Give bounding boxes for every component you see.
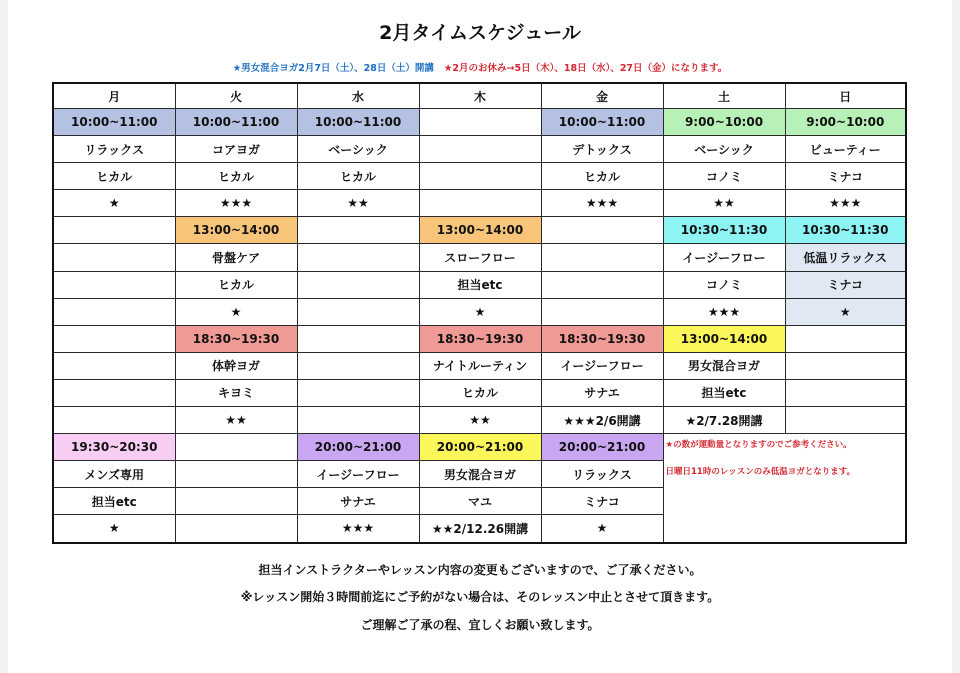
empty-cell [785, 407, 906, 434]
table-row [53, 136, 906, 163]
instructor-cell: 担当etc [419, 271, 541, 298]
time-cell: 10:30~11:30 [663, 217, 785, 244]
empty-cell [419, 163, 541, 190]
table-row [53, 325, 906, 352]
note-intensity: ★の数が運動量となりますのでご参考ください。 [665, 440, 852, 451]
empty-cell [297, 271, 419, 298]
lesson-cell: 体幹ヨガ [175, 352, 297, 379]
lesson-cell: ベーシック [663, 136, 785, 163]
instructor-cell: ヒカル [53, 163, 175, 190]
table-row [53, 271, 906, 298]
time-cell: 13:00~14:00 [175, 217, 297, 244]
footer-change-notice: 担当インストラクターやレッスン内容の変更もございますので、ご了承ください。 [258, 563, 702, 577]
instructor-cell: ミナコ [785, 163, 906, 190]
empty-cell [297, 407, 419, 434]
time-cell: 10:00~11:00 [297, 109, 419, 136]
intensity-cell: ★★★ [175, 190, 297, 217]
day-header: 月 [53, 83, 175, 109]
day-header: 土 [663, 83, 785, 109]
empty-cell [785, 379, 906, 406]
empty-cell [53, 298, 175, 325]
intensity-cell: ★★2/12.26開講 [419, 515, 541, 543]
footer-cancel-policy: ※レッスン開始３時間前迄にご予約がない場合は、そのレッスン中止とさせて頂きます。 [240, 590, 720, 604]
time-cell: 20:00~21:00 [541, 434, 663, 461]
intensity-cell: ★ [785, 298, 906, 325]
intensity-cell: ★★ [663, 190, 785, 217]
empty-cell [541, 298, 663, 325]
intensity-cell: ★★ [297, 190, 419, 217]
empty-cell [175, 488, 297, 515]
time-cell: 9:00~10:00 [785, 109, 906, 136]
intensity-cell: ★★★ [541, 190, 663, 217]
lesson-cell: イージーフロー [663, 244, 785, 271]
day-header: 木 [419, 83, 541, 109]
footer-thanks: ご理解ご了承の程、宜しくお願い致します。 [360, 618, 600, 632]
instructor-cell: ミナコ [541, 488, 663, 515]
empty-cell [53, 244, 175, 271]
table-row [53, 434, 906, 461]
table-row [53, 379, 906, 406]
schedule-sheet [8, 0, 952, 673]
intensity-cell: ★★ [419, 407, 541, 434]
instructor-cell: ヒカル [541, 163, 663, 190]
intensity-cell: ★★★ [785, 190, 906, 217]
lesson-cell: イージーフロー [297, 461, 419, 488]
table-row [53, 109, 906, 136]
empty-cell [785, 352, 906, 379]
empty-cell [175, 515, 297, 543]
empty-cell [419, 136, 541, 163]
empty-cell [297, 244, 419, 271]
time-cell: 9:00~10:00 [663, 109, 785, 136]
intensity-cell: ★ [419, 298, 541, 325]
instructor-cell: ヒカル [175, 163, 297, 190]
empty-cell [297, 298, 419, 325]
instructor-cell: キヨミ [175, 379, 297, 406]
empty-cell [541, 244, 663, 271]
empty-cell [175, 434, 297, 461]
table-row [53, 163, 906, 190]
instructor-cell: ヒカル [175, 271, 297, 298]
page-title: 2月タイムスケジュール [379, 22, 581, 44]
day-header-row [53, 83, 906, 109]
empty-cell [297, 325, 419, 352]
lesson-cell: メンズ専用 [53, 461, 175, 488]
empty-cell [419, 190, 541, 217]
note-sunday: 日曜日11時のレッスンのみ低温ヨガとなります。 [665, 467, 856, 478]
time-cell: 10:00~11:00 [53, 109, 175, 136]
day-header: 火 [175, 83, 297, 109]
intensity-cell: ★ [53, 515, 175, 543]
empty-cell [419, 109, 541, 136]
table-row [53, 244, 906, 271]
time-cell: 13:00~14:00 [663, 325, 785, 352]
schedule-table [52, 82, 907, 544]
empty-cell [175, 461, 297, 488]
time-cell: 13:00~14:00 [419, 217, 541, 244]
instructor-cell: コノミ [663, 163, 785, 190]
table-row [53, 217, 906, 244]
empty-cell [297, 379, 419, 406]
empty-cell [53, 217, 175, 244]
lesson-cell: デトックス [541, 136, 663, 163]
time-cell: 18:30~19:30 [175, 325, 297, 352]
intensity-cell: ★★ [175, 407, 297, 434]
time-cell: 20:00~21:00 [419, 434, 541, 461]
lesson-cell: リラックス [541, 461, 663, 488]
intensity-cell: ★ [541, 515, 663, 543]
table-row [53, 298, 906, 325]
lesson-cell: 男女混合ヨガ [419, 461, 541, 488]
time-cell: 10:00~11:00 [541, 109, 663, 136]
instructor-cell: ミナコ [785, 271, 906, 298]
empty-cell [53, 379, 175, 406]
instructor-cell: サナエ [541, 379, 663, 406]
instructor-cell: サナエ [297, 488, 419, 515]
day-header: 水 [297, 83, 419, 109]
table-row [53, 190, 906, 217]
empty-cell [53, 352, 175, 379]
empty-cell [53, 325, 175, 352]
empty-cell [53, 407, 175, 434]
notes-cell [663, 434, 906, 543]
lesson-cell: リラックス [53, 136, 175, 163]
empty-cell [297, 217, 419, 244]
lesson-cell: 骨盤ケア [175, 244, 297, 271]
empty-cell [785, 325, 906, 352]
intensity-cell: ★★★2/6開講 [541, 407, 663, 434]
lesson-cell: ビューティー [785, 136, 906, 163]
instructor-cell: コノミ [663, 271, 785, 298]
table-row [53, 352, 906, 379]
lesson-cell: ナイトルーティン [419, 352, 541, 379]
time-cell: 20:00~21:00 [297, 434, 419, 461]
lesson-cell: 低温リラックス [785, 244, 906, 271]
instructor-cell: 担当etc [663, 379, 785, 406]
instructor-cell: マユ [419, 488, 541, 515]
time-cell: 19:30~20:30 [53, 434, 175, 461]
table-row [53, 407, 906, 434]
intensity-cell: ★ [53, 190, 175, 217]
empty-cell [541, 271, 663, 298]
instructor-cell: ヒカル [419, 379, 541, 406]
lesson-cell: 男女混合ヨガ [663, 352, 785, 379]
notice-holidays: ★2月のお休み→5日（木）、18日（水）、27日（金）になります。 [443, 63, 728, 74]
empty-cell [53, 271, 175, 298]
lesson-cell: イージーフロー [541, 352, 663, 379]
lesson-cell: ベーシック [297, 136, 419, 163]
empty-cell [541, 217, 663, 244]
day-header: 金 [541, 83, 663, 109]
time-cell: 10:00~11:00 [175, 109, 297, 136]
time-cell: 18:30~19:30 [541, 325, 663, 352]
intensity-cell: ★★★ [297, 515, 419, 543]
time-cell: 10:30~11:30 [785, 217, 906, 244]
intensity-cell: ★ [175, 298, 297, 325]
lesson-cell: コアヨガ [175, 136, 297, 163]
lesson-cell: スローフロー [419, 244, 541, 271]
notice-open-days: ★男女混合ヨガ2月7日（土）、28日（土）開講 [232, 63, 434, 74]
notice-line [8, 60, 952, 74]
intensity-cell: ★2/7.28開講 [663, 407, 785, 434]
intensity-cell: ★★★ [663, 298, 785, 325]
instructor-cell: ヒカル [297, 163, 419, 190]
day-header: 日 [785, 83, 906, 109]
time-cell: 18:30~19:30 [419, 325, 541, 352]
empty-cell [297, 352, 419, 379]
instructor-cell: 担当etc [53, 488, 175, 515]
